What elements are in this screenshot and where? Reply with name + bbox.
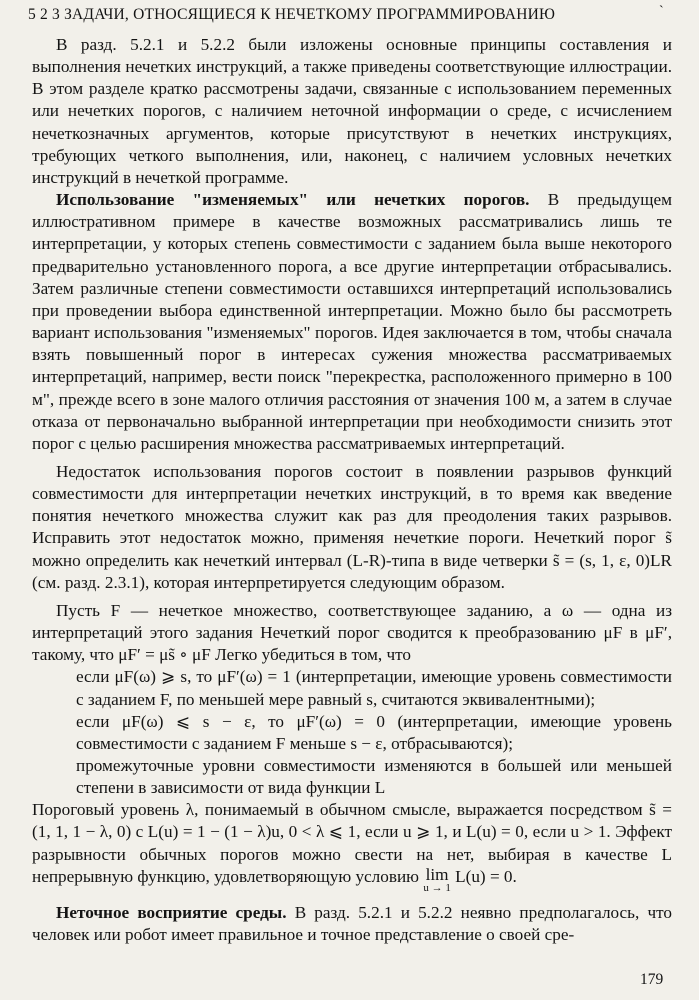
list-item: промежуточные уровни совместимости изменяются в большей или меньшей степени в зависимости от вида функции L [76,756,672,798]
paragraph-thresholds: Использование "изменяемых" или нечетких порогов. В предыдущем иллюстративном примере в качестве возможных рассматривались лишь те интерпретации, у которых степень совместимости с заданием была выше некоторого предварительно установленного порога, а все другие интерпретации отбрасывались. Затем различные степени совместимости оставшихся интерпретаций использовались при проведении выбора единственной интерпретации. Можно было бы рассмотреть вариант использования "изменяемых" порогов. Идея заключается в том, чтобы сначала взять повышенный порог в интересах сужения множества рассматриваемых интерпретаций, например, вести поиск "перекрестка, расположенного примерно в 100 м", прежде всего в зоне малого отличия расстояния от значения 100 м, а затем в случае отказа от первоначально выбранной интерпретации при необходимости снизить этот порог с целью расширения множества рассматриваемых интерпретаций. [32,190,673,453]
paragraph-definition: Пусть F — нечеткое множество, соответствующее заданию, а ω — одна из интерпретаций этого задания Нечеткий порог сводится к преобразованию μF в μF′, такому, что μF′ = μs̃ ∘ μF Легко убедиться в том, что [32,600,672,665]
stray-mark: ` [659,4,664,19]
body-text [32,34,672,946]
page-number: 179 [640,971,664,988]
list-item: если μF(ω) ⩾ s, то μF′(ω) = 1 (интерпретации, имеющие уровень совместимости с заданием F, по меньшей мере равный s, считаются эквивалентными); [76,667,672,709]
paragraph-lead: Использование "изменяемых" или нечетких порогов. [56,190,530,210]
paragraph-lead: Неточное восприятие среды. [56,902,287,922]
paragraph-environment: Неточное восприятие среды. В разд. 5.2.1 и 5.2.2 неявно предполагалось, что человек или робот имеет правильное и точное представление о своей сре- [32,902,672,944]
paragraph-fuzzy-threshold: Недостаток использования порогов состоит в появлении разрывов функций совместимости для интерпретации нечетких инструкций, в то время как введение понятия нечеткого множества служит как раз для преодоления таких разрывов. Исправить этот недостаток можно, применяя нечеткие пороги. Нечеткий порог s̃ можно определить как нечеткий интервал (L-R)-типа в виде четверки s̃ = (s, 1, ε, 0)LR (см. разд. 2.3.1), которая интерпретируется следующим образом. [32,461,672,592]
paragraph-threshold-level: Пороговый уровень λ, понимаемый в обычном смысле, выражается посредством s̃ = (1, 1, 1 − λ, 0) с L(u) = 1 − (1 − λ)u, 0 < λ ⩽ 1, если u ⩾ 1, и L(u) = 0, если u > 1. Эффект разрывности обычных порогов можно свести на нет, выбирая в качестве L непрерывную функцию, удовлетворяющую условию lim u → 1 L(u) = 0. [32,800,672,894]
limit-expression: lim u → 1 [423,864,451,894]
paragraph-intro: В разд. 5.2.1 и 5.2.2 были изложены основные принципы составления и выполнения нечетких инструкций, а также приведены соответствующие иллюстрации. В этом разделе кратко рассмотрены задачи, связанные с использованием переменных или нечетких порогов, с наличием неточной информации о среде, с исчислением нечеткозначных аргументов, которые присутствуют в нечетких инструкциях, требующих четкого выполнения, или, наконец, с наличием условных нечетких инструкций в нечеткой программе. [32,35,672,187]
running-header [28,6,678,24]
list-item: если μF(ω) ⩽ s − ε, то μF′(ω) = 0 (интерпретации, имеющие уровень совместимости с заданием F меньше s − ε, отбрасываются); [76,711,672,753]
section-title: 5 2 3 ЗАДАЧИ, ОТНОСЯЩИЕСЯ К НЕЧЕТКОМУ ПРОГРАММИРОВАНИЮ [28,6,556,23]
